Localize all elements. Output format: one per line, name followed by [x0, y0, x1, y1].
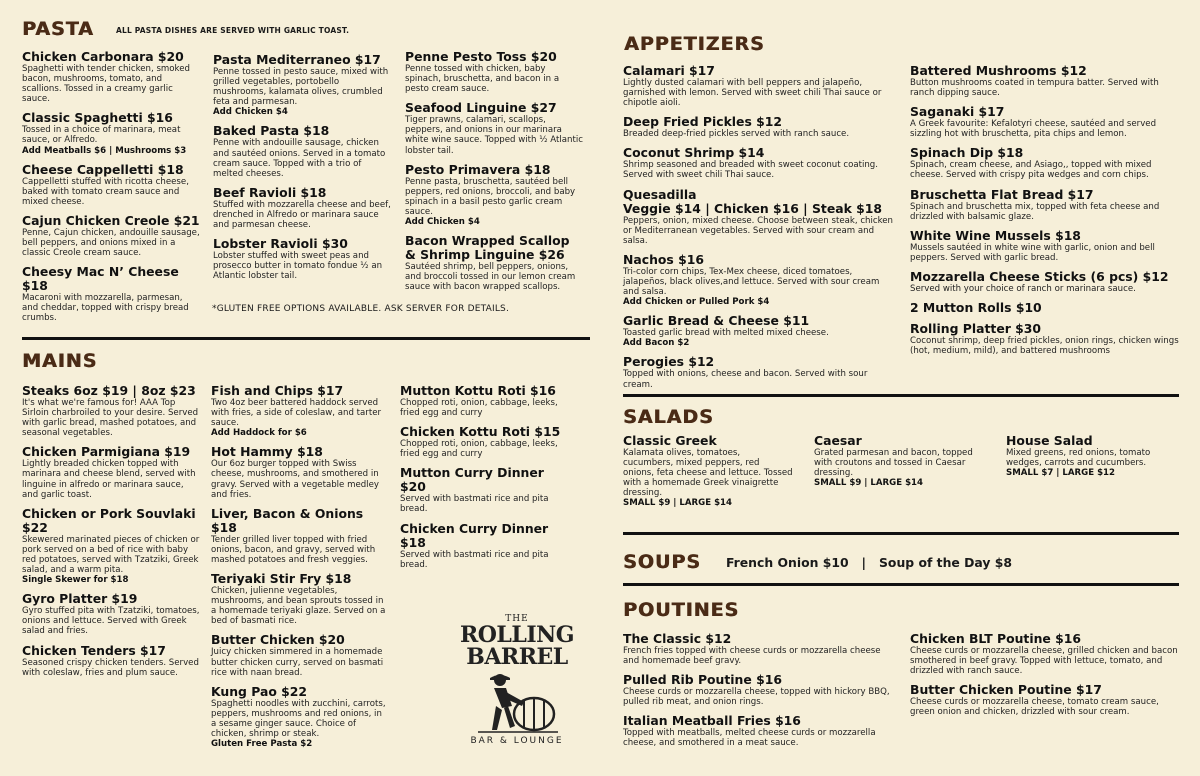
divider-appetizers-salads: [623, 394, 1179, 397]
soups-title: SOUPS: [623, 551, 701, 573]
menu-item: [213, 53, 391, 117]
menu-item: [814, 434, 984, 488]
menu-item-description: Gyro stuffed pita with Tzatziki, tomatoes, onions and lettuce. Served with Greek salad and fries.: [22, 606, 200, 637]
menu-item: [211, 507, 389, 565]
menu-item-description: Penne pasta, bruschetta, sautéed bell peppers, red onions, broccoli, and baby spinach in a basil pesto garlic cream sauce.: [405, 176, 576, 217]
menu-item: [213, 124, 391, 178]
menu-item-name: Seafood Linguine $27: [405, 100, 557, 116]
logo-barrel: BARREL: [466, 644, 568, 670]
menu-item-description: Button mushrooms coated in tempura batter. Served with ranch dipping sauce.: [910, 78, 1159, 99]
menu-item-name: Steaks 6oz $19 | 8oz $23: [22, 383, 196, 398]
menu-item-name: Penne Pesto Toss $20: [405, 49, 557, 64]
menu-item-name: House Salad: [1006, 433, 1093, 448]
menu-item-extra: Add Chicken or Pulled Pork $4: [623, 297, 770, 308]
menu-item-description: Tender grilled liver topped with fried onions, bacon, and gravy, served with mashed potatoes and fresh veggies.: [211, 534, 376, 565]
menu-item: [400, 466, 570, 514]
menu-item-description: Sautéed shrimp, bell peppers, onions, and broccoli tossed in our lemon cream sauce with bacon wrapped scallops.: [405, 262, 576, 293]
menu-item-name: Perogies $12: [623, 354, 715, 370]
menu-item-extra: Gluten Free Pasta $2: [211, 739, 313, 750]
menu-item: [22, 163, 200, 207]
divider-soups-poutines: [623, 583, 1179, 586]
menu-item: [1006, 434, 1176, 478]
menu-item-description: Penne, Cajun chicken, andouille sausage, bell peppers, and onions mixed in a classic Creole cream sauce.: [22, 227, 200, 259]
menu-item-name: Bruschetta Flat Bread $17: [910, 186, 1094, 202]
menu-item-name: Chicken Tenders $17: [22, 642, 166, 658]
menu-item-name: Pasta Mediterraneo $17: [213, 52, 381, 67]
menu-item-name: Calamari $17: [623, 63, 715, 78]
menu-item: [22, 265, 200, 323]
menu-item: [211, 445, 389, 499]
menu-item: [22, 592, 200, 636]
menu-item-description: Coconut shrimp, deep fried pickles, onion rings, chicken wings (hot, medium, mild), and battered mushrooms: [910, 336, 1179, 357]
menu-item-name: Battered Mushrooms $12: [910, 63, 1087, 78]
menu-item-description: Penne tossed with chicken, baby spinach, bruschetta, and bacon in a pesto cream sauce.: [405, 64, 560, 95]
menu-item: [910, 229, 1182, 263]
menu-item-description: A Greek favourite: Kefalotyri cheese, sautéed and served sizzling hot with bruschetta, pita chips and lemon.: [910, 119, 1157, 140]
menu-item: [623, 146, 895, 180]
menu-item-description: Topped with meatballs, melted cheese curds or mozzarella cheese, and smothered in a meat sauce.: [623, 728, 876, 749]
menu-item-name: Nachos $16: [623, 251, 704, 267]
menu-item-description: Seasoned crispy chicken tenders. Served with coleslaw, fries and plum sauce.: [22, 657, 199, 678]
menu-item-description: Stuffed with mozzarella cheese and beef, drenched in Alfredo or marinara sauce and parmesan cheese.: [213, 199, 391, 231]
menu-item-name: Kung Pao $22: [211, 683, 308, 699]
menu-item-description: Spaghetti noodles with zucchini, carrots, peppers, mushrooms and red onions, in a sesame ginger sauce. Choice of chicken, shrimp or steak.: [211, 698, 386, 739]
menu-item-description: Chopped roti, onion, cabbage, leeks, fried egg and curry: [400, 439, 558, 460]
menu-item: [211, 572, 389, 626]
salads-item-3: [1006, 434, 1176, 485]
menu-item-extra: Add Haddock for $6: [211, 428, 307, 439]
menu-item-description: Tiger prawns, calamari, scallops, peppers, and onions in our marinara white wine sauce. Topped with ½ Atlantic lobster tail.: [405, 115, 583, 156]
menu-item-extra: SMALL $9 | LARGE $14: [814, 478, 924, 489]
menu-item: [211, 633, 389, 677]
menu-item-description: Lightly dusted calamari with bell peppers and jalapeño, garnished with lemon. Served with sweet chili Thai sauce or chipotle aioli.: [623, 78, 882, 109]
menu-item: [211, 384, 389, 438]
menu-item-description: Served with bastmati rice and pita bread.: [400, 549, 549, 570]
soups-list: French Onion $10 | Soup of the Day $8: [726, 555, 1013, 570]
menu-item-description: Served with your choice of ranch or marinara sauce.: [910, 283, 1136, 294]
menu-item-extra: Add Chicken $4: [405, 217, 480, 228]
menu-item: [22, 507, 200, 585]
menu-item: [22, 50, 200, 104]
menu-item-name: Pesto Primavera $18: [405, 161, 551, 177]
menu-item-description: Tossed in a choice of marinara, meat sauce, or Alfredo.: [22, 125, 181, 146]
menu-item-name: The Classic $12: [623, 631, 732, 646]
menu-item-name: Chicken Carbonara $20: [22, 49, 184, 64]
pasta-col-2: [213, 53, 391, 288]
menu-item: [400, 522, 570, 570]
mains-col-2: [211, 384, 389, 756]
menu-item: [211, 685, 389, 749]
menu-item-name: Beef Ravioli $18: [213, 184, 327, 200]
menu-item-extra: Single Skewer for $18: [22, 575, 129, 586]
poutines-col-1: [623, 632, 893, 756]
pasta-title: PASTA: [22, 18, 94, 40]
menu-item-description: Chicken, julienne vegetables, mushrooms, and bean sprouts tossed in a homemade teriyaki glaze. Served on a bed of basmati rice.: [211, 586, 386, 627]
menu-item: [623, 434, 793, 509]
salads-item-2: [814, 434, 984, 495]
menu-item-name: Pulled Rib Poutine $16: [623, 672, 782, 688]
menu-item-name: Bacon Wrapped Scallop & Shrimp Linguine $26: [405, 233, 570, 263]
menu-item-description: Tri-color corn chips, Tex-Mex cheese, diced tomatoes, jalapeños, black olives,and lettuce. Served with sour cream and salsa.: [623, 266, 880, 298]
menu-item: [623, 64, 895, 108]
menu-item: [623, 188, 895, 246]
menu-item: [405, 50, 583, 94]
menu-item-name: Chicken BLT Poutine $16: [910, 631, 1081, 646]
menu-item: [623, 115, 895, 139]
menu-item-description: Spinach and bruschetta mix, topped with feta cheese and drizzled with balsamic glaze.: [910, 201, 1160, 222]
barrel-man-icon: [472, 672, 562, 734]
divider-salads-soups: [623, 532, 1179, 535]
logo-rolling: ROLLING: [459, 622, 575, 648]
appetizers-title: APPETIZERS: [624, 33, 765, 55]
menu-item-description: Grated parmesan and bacon, topped with croutons and tossed in Caesar dressing.: [814, 448, 973, 479]
menu-item: [22, 644, 200, 678]
menu-item-description: Mussels sautéed in white wine with garlic, onion and bell peppers. Served with garlic bread.: [910, 242, 1155, 263]
menu-item: [623, 632, 893, 666]
menu-item-name: Coconut Shrimp $14: [623, 145, 765, 161]
menu-item-extra: SMALL $9 | LARGE $14: [623, 498, 733, 509]
menu-item-description: Lobster stuffed with sweet peas and prosecco butter in tomato fondue ½ an Atlantic lobster tail.: [213, 251, 383, 282]
menu-item-name: 2 Mutton Rolls $10: [910, 300, 1042, 316]
mains-title: MAINS: [22, 350, 98, 372]
menu-item-description: Kalamata olives, tomatoes, cucumbers, mixed peppers, red onions, feta cheese and lettuce. Tossed with a homemade Greek vinaigrette dressing.: [623, 448, 793, 499]
menu-item: [623, 253, 895, 307]
menu-item: [910, 188, 1182, 222]
menu-item: [910, 322, 1182, 356]
menu-item-name: Gyro Platter $19: [22, 591, 138, 607]
menu-item: [22, 214, 200, 258]
menu-item: [22, 384, 200, 438]
mains-col-1: [22, 384, 200, 685]
menu-item-description: Juicy chicken simmered in a homemade butter chicken curry, served on basmati rice with naan bread.: [211, 647, 384, 678]
menu-item: [910, 146, 1182, 180]
pasta-note: ALL PASTA DISHES ARE SERVED WITH GARLIC TOAST.: [116, 26, 350, 35]
menu-item-description: Two 4oz beer battered haddock served with fries, a side of coleslaw, and tarter sauce.: [211, 398, 382, 429]
salads-item-1: [623, 434, 793, 516]
menu-item-name: Mutton Curry Dinner $20: [400, 465, 544, 495]
menu-item-extra: Add Meatballs $6 | Mushrooms $3: [22, 145, 187, 156]
menu-item: [405, 234, 583, 292]
menu-item-description: It's what we're famous for! AAA Top Sirloin charbroiled to your desire. Served with garlic bread, mashed potatoes, and seasonal vegetables.: [22, 398, 199, 439]
menu-item-name: Teriyaki Stir Fry $18: [211, 571, 352, 587]
appetizers-col-2: [910, 64, 1182, 363]
menu-item: [213, 186, 391, 230]
menu-item: [623, 673, 893, 707]
menu-item-name: Chicken Curry Dinner $18: [400, 520, 549, 550]
menu-item-description: Skewered marinated pieces of chicken or pork served on a bed of rice with baby red potatoes, served with Tzatziki, Greek salad, and a warm pita.: [22, 534, 200, 576]
menu-item-description: Spaghetti with tender chicken, smoked bacon, mushrooms, tomato, and scallions. Tossed in a creamy garlic sauce.: [22, 64, 190, 105]
menu-item: [910, 105, 1182, 139]
menu-item-extra: SMALL $7 | LARGE $12: [1006, 468, 1116, 479]
menu-item-name: Cheesy Mac N’ Cheese $18: [22, 264, 179, 294]
menu-item-name: Caesar: [814, 433, 862, 448]
logo-bar-lounge: BAR & LOUNGE: [470, 736, 564, 746]
appetizers-col-1: [623, 64, 895, 397]
menu-item: [910, 301, 1182, 315]
poutines-col-2: [910, 632, 1180, 724]
logo-the: THE: [505, 614, 529, 624]
poutines-title: POUTINES: [623, 599, 740, 621]
menu-item: [910, 683, 1180, 717]
gluten-free-note: *GLUTEN FREE OPTIONS AVAILABLE. ASK SERVER FOR DETAILS.: [212, 304, 510, 314]
menu-item-name: Cajun Chicken Creole $21: [22, 212, 200, 228]
menu-item-name: Chicken Kottu Roti $15: [400, 424, 561, 440]
menu-item: [405, 163, 583, 227]
menu-item: [910, 270, 1182, 294]
pasta-col-3: [405, 50, 583, 299]
menu-item-description: Topped with onions, cheese and bacon. Served with sour cream.: [623, 369, 868, 390]
menu-item-name: Rolling Platter $30: [910, 321, 1042, 337]
menu-item-description: Cheese curds or mozzarella cheese, grilled chicken and bacon smothered in beef gravy. Topped with lettuce, tomato, and drizzled with ranch sauce.: [910, 646, 1178, 677]
menu-item-description: Lightly breaded chicken topped with marinara and cheese blend, served with linguine in alfredo or marinara sauce, and garlic toast.: [22, 459, 196, 500]
menu-item: [22, 111, 200, 155]
menu-item-description: Spinach, cream cheese, and Asiago,, topped with mixed cheese. Served with crispy pita wedges and corn chips.: [910, 160, 1152, 181]
menu-item-name: Saganaki $17: [910, 104, 1005, 120]
menu-item: [910, 64, 1182, 98]
menu-item: [623, 714, 893, 748]
menu-item-description: Cappelletti stuffed with ricotta cheese, baked with tomato cream sauce and mixed cheese.: [22, 176, 189, 207]
menu-item: [400, 384, 570, 418]
menu-item-description: Shrimp seasoned and breaded with sweet coconut coating. Served with sweet chili Thai sauce.: [623, 160, 878, 181]
menu-item-description: French fries topped with cheese curds or mozzarella cheese and homemade beef gravy.: [623, 646, 881, 667]
menu-item-description: Mixed greens, red onions, tomato wedges, carrots and cucumbers.: [1006, 448, 1151, 469]
menu-item-description: Chopped roti, onion, cabbage, leeks, fried egg and curry: [400, 398, 558, 419]
menu-item-name: Quesadilla: [623, 186, 697, 202]
mains-col-3: [400, 384, 570, 577]
menu-item-description: Macaroni with mozzarella, parmesan, and cheddar, topped with crispy bread crumbs.: [22, 293, 189, 324]
menu-item: [22, 445, 200, 499]
menu-item-name: Mutton Kottu Roti $16: [400, 383, 556, 398]
menu-item-name-line2: Veggie $14 | Chicken $16 | Steak $18: [623, 200, 883, 216]
menu-item-description: Cheese curds or mozzarella cheese, tomato cream sauce, green onion and chicken, drizzled with sour cream.: [910, 697, 1159, 718]
menu-item-name: Butter Chicken $20: [211, 632, 345, 648]
menu-item-name: Garlic Bread & Cheese $11: [623, 313, 810, 329]
menu-item-name: Mozzarella Cheese Sticks (6 pcs) $12: [910, 268, 1169, 284]
menu-item-name: White Wine Mussels $18: [910, 227, 1081, 243]
menu-item-name: Butter Chicken Poutine $17: [910, 682, 1102, 698]
menu-item-name: Liver, Bacon & Onions $18: [211, 505, 364, 535]
menu-item: [910, 632, 1180, 676]
menu-item-name: Lobster Ravioli $30: [213, 236, 348, 252]
menu-item-description: Served with bastmati rice and pita bread.: [400, 494, 549, 515]
menu-item-name: Chicken Parmigiana $19: [22, 444, 191, 460]
menu-item-description: Toasted garlic bread with melted mixed cheese.: [623, 328, 829, 339]
menu-item-name: Classic Spaghetti $16: [22, 110, 173, 126]
menu-item-name: Italian Meatball Fries $16: [623, 713, 801, 729]
menu-item-name: Spinach Dip $18: [910, 145, 1024, 161]
menu-item-name: Hot Hammy $18: [211, 444, 323, 460]
menu-item-name: Classic Greek: [623, 433, 717, 448]
menu-item-name: Chicken or Pork Souvlaki $22: [22, 505, 196, 535]
menu-item-description: Peppers, onion, mixed cheese. Choose between steak, chicken or Mediterranean vegetables. Served with sour cream and salsa.: [623, 215, 894, 246]
menu-item-description: Cheese curds or mozzarella cheese, topped with hickory BBQ, pulled rib meat, and onion rings.: [623, 687, 890, 708]
divider-pasta-mains: [22, 337, 590, 340]
menu-item: [405, 101, 583, 155]
menu-item-extra: Add Bacon $2: [623, 338, 690, 349]
menu-item-name: Baked Pasta $18: [213, 123, 330, 139]
pasta-col-1: [22, 50, 200, 331]
rolling-barrel-logo: [452, 614, 582, 746]
menu-item: [623, 314, 895, 348]
menu-item-extra: Add Chicken $4: [213, 107, 288, 118]
menu-item-name: Deep Fried Pickles $12: [623, 114, 783, 130]
menu-item: [213, 237, 391, 281]
salads-title: SALADS: [623, 406, 714, 428]
menu-item-description: Our 6oz burger topped with Swiss cheese, mushrooms, and smothered in gravy. Served with a vegetable medley and fries.: [211, 459, 379, 500]
menu-item-name: Cheese Cappelletti $18: [22, 161, 184, 177]
menu-item-description: Breaded deep-fried pickles served with ranch sauce.: [623, 129, 850, 140]
menu-item-description: Penne tossed in pesto sauce, mixed with grilled vegetables, portobello mushrooms, kalamata olives, crumbled feta and parmesan.: [213, 67, 389, 108]
menu-item: [623, 355, 895, 389]
menu-item: [400, 425, 570, 459]
menu-item-description: Penne with andouille sausage, chicken and sautéed onions. Served in a tomato cream sauce. Topped with a trio of melted cheeses.: [213, 138, 386, 179]
menu-item-name: Fish and Chips $17: [211, 383, 344, 398]
